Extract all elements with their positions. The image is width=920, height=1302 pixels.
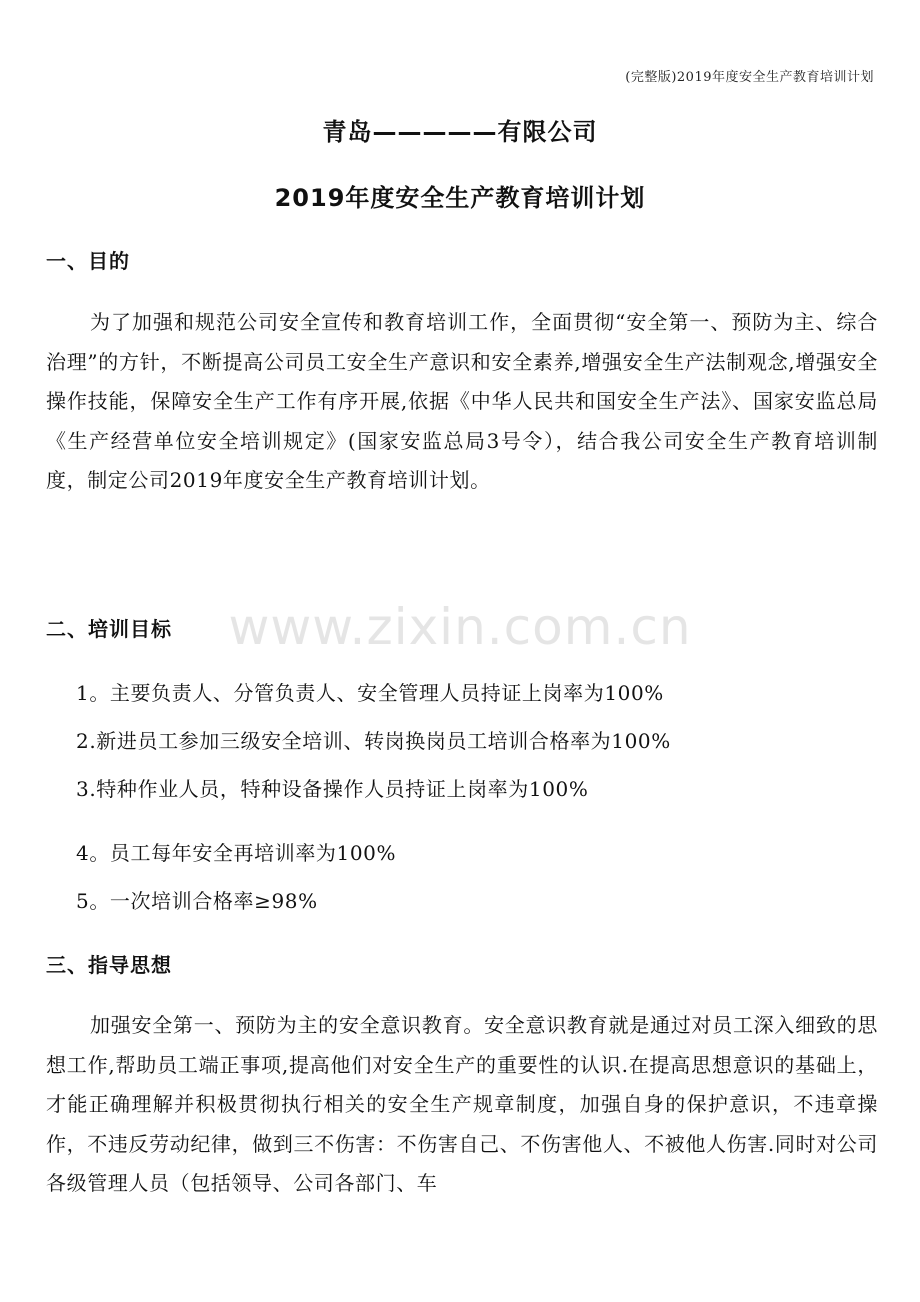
goal-item-2: 2.新进员工参加三级安全培训、转岗换岗员工培训合格率为100% bbox=[76, 729, 671, 753]
goal-item-5: 5。一次培训合格率≥98% bbox=[76, 889, 318, 913]
company-title: 青岛—————有限公司 bbox=[322, 118, 598, 146]
section-heading-guiding-thought: 三、指导思想 bbox=[46, 953, 172, 977]
goal-item-4: 4。员工每年安全再培训率为100% bbox=[76, 841, 397, 865]
section-heading-purpose: 一、目的 bbox=[46, 249, 130, 273]
plan-title: 2019年度安全生产教育培训计划 bbox=[274, 184, 646, 212]
running-header: (完整版)2019年度安全生产教育培训计划 bbox=[625, 70, 874, 85]
goal-item-3: 3.特种作业人员，特种设备操作人员持证上岗率为100% bbox=[76, 777, 589, 801]
guiding-thought-paragraph: 加强安全第一、预防为主的安全意识教育。安全意识教育就是通过对员工深入细致的思想工作,帮助员工端正事项,提高他们对安全生产的重要性的认识.在提高思想意识的基础上，才能正确理解并积极贯彻执行相关的安全生产规章制度，加强自身的保护意识，不违章操作，不违反劳动纪律，做到三不伤害：不伤害自己、不伤害他人、不被他人伤害.同时对公司各级管理人员（包括领导、公司各部门、车 bbox=[46, 1013, 878, 1195]
section-heading-goals: 二、培训目标 bbox=[46, 617, 172, 641]
purpose-paragraph: 为了加强和规范公司安全宣传和教育培训工作，全面贯彻“安全第一、预防为主、综合治理”的方针，不断提高公司员工安全生产意识和安全素养,增强安全生产法制观念,增强安全操作技能，保障安全生产工作有序开展,依据《中华人民共和国安全生产法》、国家安监总局《生产经营单位安全培训规定》(国家安监总局3号令），结合我公司安全生产教育培训制度，制定公司2019年度安全生产教育培训计划。 bbox=[46, 310, 878, 492]
goal-item-1: 1。主要负责人、分管负责人、安全管理人员持证上岗率为100% bbox=[76, 681, 664, 705]
watermark: www.zixin.com.cn bbox=[228, 598, 692, 656]
